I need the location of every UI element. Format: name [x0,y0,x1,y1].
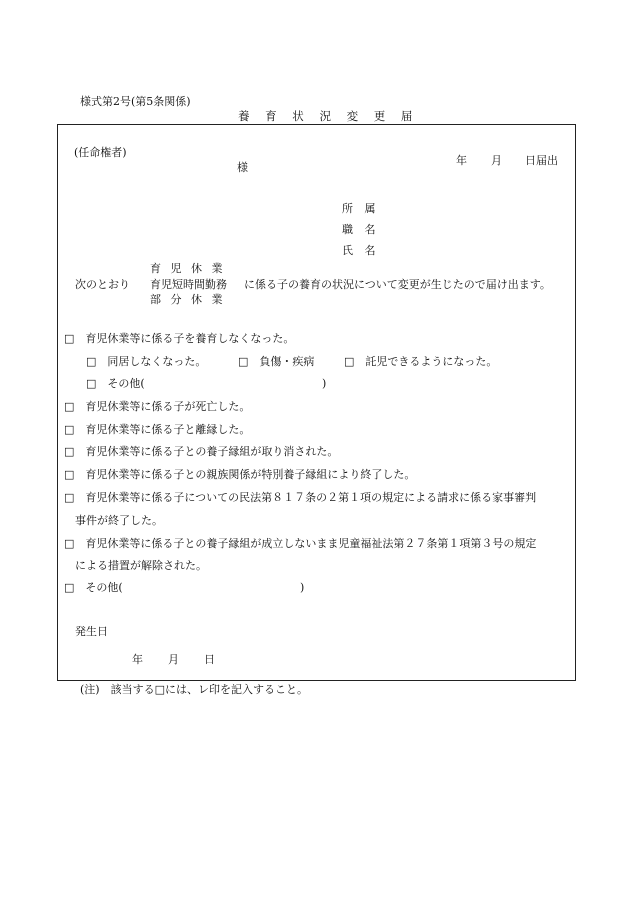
option-family-court-cont: 事件が終了した。 [75,514,163,527]
addressee-label: (任命権者) [74,146,127,159]
option-no-longer-raising: □ 育児休業等に係る子を養育しなくなった。 [64,332,295,345]
intro-suffix: に係る子の養育の状況について変更が生じたので届け出ます。 [244,278,551,291]
option-divorce: □ 育児休業等に係る子と離縁した。 [64,423,251,436]
leave-type-childcare: 育 児 休 業 [150,262,226,275]
occurrence-label: 発生日 [75,625,108,638]
name-label: 氏 名 [342,244,380,257]
date-year: 年 [456,154,467,167]
form-title: 養 育 状 況 変 更 届 [238,109,419,123]
suboption-childcare: □ 託児できるようになった。 [344,355,498,368]
option-child-died: □ 育児休業等に係る子が死亡した。 [64,400,251,413]
option-family-court: □ 育児休業等に係る子についての民法第８１７条の２第１項の規定による請求に係る家事審判 [64,491,537,504]
option-other: □ その他( [64,581,123,594]
option-welfare-cont: による措置が解除された。 [75,559,207,572]
option-other-close: ) [300,581,305,594]
intro-prefix: 次のとおり [75,278,130,291]
addressee-sama: 様 [237,161,248,174]
suboption-other-close: ) [322,377,327,390]
form-number: 様式第2号(第5条関係) [80,95,191,108]
date-month: 月 [491,154,502,167]
suboption-injury: □ 負傷・疾病 [238,355,315,368]
leave-type-partial: 部 分 休 業 [150,293,226,306]
option-welfare: □ 育児休業等に係る子との養子縁組が成立しないまま児童福祉法第２７条第１項第３号の規定 [64,537,537,550]
occurrence-year: 年 [132,653,143,666]
date-day-submit: 日届出 [525,154,558,167]
option-special-adoption: □ 育児休業等に係る子との親族関係が特別養子縁組により終了した。 [64,468,416,481]
suboption-not-living: □ 同居しなくなった。 [86,355,207,368]
option-adoption-cancelled: □ 育児休業等に係る子との養子縁組が取り消された。 [64,445,339,458]
affiliation-label: 所 属 [342,202,380,215]
leave-type-short-hours: 育児短時間勤務 [150,278,227,291]
position-label: 職 名 [342,223,380,236]
footnote: (注) 該当する□には、レ印を記入すること。 [80,683,308,696]
occurrence-month: 月 [168,653,179,666]
suboption-other: □ その他( [86,377,145,390]
occurrence-day: 日 [204,653,215,666]
